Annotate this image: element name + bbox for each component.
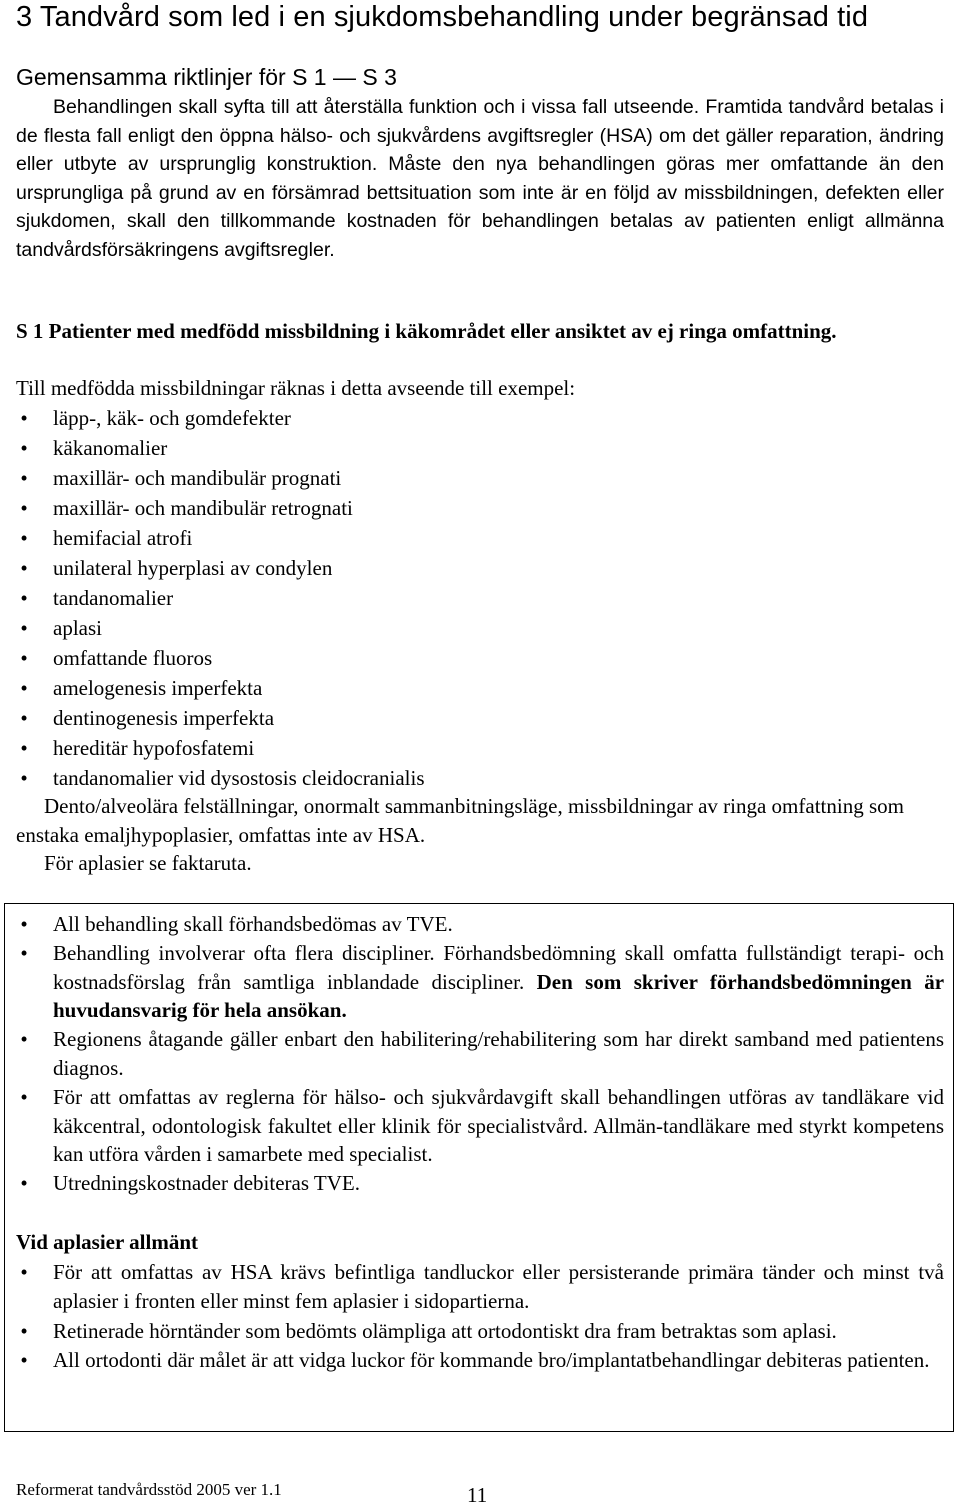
bullet-icon: • <box>20 1027 28 1052</box>
bullet-icon: • <box>20 940 28 965</box>
s1-note-faktaruta: För aplasier se faktaruta. <box>44 851 252 875</box>
bullet-icon: • <box>20 736 28 760</box>
condition-item <box>16 493 916 523</box>
aplasi-list <box>16 1258 944 1376</box>
condition-item <box>16 613 916 643</box>
fact-box-list <box>16 910 944 1198</box>
list-item-text: läpp-, käk- och gomdefekter <box>53 406 291 430</box>
condition-item <box>16 403 916 433</box>
bullet-icon: • <box>20 436 28 460</box>
fact-box-item <box>16 910 944 939</box>
list-item-text: All behandling skall förhandsbedömas av TVE. <box>53 912 453 936</box>
section-title: 3 Tandvård som led i en sjukdomsbehandling under begränsad tid <box>16 1 869 33</box>
list-item-text: Utredningskostnader debiteras TVE. <box>53 1171 360 1196</box>
bullet-icon: • <box>20 676 28 700</box>
list-item-text: tandanomalier <box>53 586 174 610</box>
bullet-icon: • <box>20 556 28 580</box>
s1-heading: S 1 Patienter med medfödd missbildning i käkområdet eller ansiktet av ej ringa omfattning. <box>16 319 837 343</box>
list-item-text: amelogenesis imperfekta <box>53 676 263 700</box>
list-item-text: hereditär hypofosfatemi <box>53 736 255 760</box>
list-item-text: Retinerade hörntänder som bedömts olämpliga att ortodontiskt dra fram betraktas som aplasi. <box>53 1318 837 1343</box>
fact-box-item <box>16 1169 944 1198</box>
list-item-text: käkanomalier <box>53 436 168 460</box>
list-item-text: unilateral hyperplasi av condylen <box>53 556 333 580</box>
bullet-icon: • <box>20 1348 28 1373</box>
bullet-icon: • <box>20 466 28 490</box>
s1-intro: Till medfödda missbildningar räknas i detta avseende till exempel: <box>16 376 576 400</box>
footer-text: Reformerat tandvårdsstöd 2005 ver 1.1 <box>16 1480 282 1499</box>
condition-item <box>16 643 916 673</box>
condition-item <box>16 733 916 763</box>
bullet-icon: • <box>20 646 28 670</box>
aplasi-item <box>16 1346 944 1375</box>
list-item-text: tandanomalier vid dysostosis cleidocranialis <box>53 766 425 790</box>
list-item-text: aplasi <box>53 616 102 640</box>
list-item-text: maxillär- och mandibulär retrognati <box>53 496 353 520</box>
list-item-text: All ortodonti där målet är att vidga luckor för kommande bro/implantatbehandlingar debiteras patienten. <box>53 1348 930 1373</box>
bullet-icon: • <box>20 912 28 936</box>
list-item-text: hemifacial atrofi <box>53 526 193 550</box>
bullet-icon: • <box>20 586 28 610</box>
conditions-list <box>16 403 916 793</box>
condition-item <box>16 763 916 793</box>
condition-item <box>16 553 916 583</box>
condition-item <box>16 523 916 553</box>
fact-box-item <box>16 1083 944 1169</box>
bullet-icon: • <box>20 1260 28 1284</box>
bullet-icon: • <box>20 1084 28 1109</box>
bullet-icon: • <box>20 706 28 730</box>
bullet-icon: • <box>20 496 28 520</box>
list-item-text: omfattande fluoros <box>53 646 213 670</box>
aplasi-item <box>16 1317 944 1346</box>
bullet-icon: • <box>20 1171 28 1196</box>
bullet-icon: • <box>20 766 28 790</box>
bullet-icon: • <box>20 406 28 430</box>
list-item-text: För att omfattas av reglerna för hälso- och sjukvårdavgift skall behandlingen utföras av tandläkare vid käkcentral, odontologisk fakultet eller klinik för specialistvård. Allmän-tandläkare med styrkt kompetens kan utföra vården i samarbete med specialist. <box>53 1084 944 1167</box>
condition-item <box>16 463 916 493</box>
page-number: 11 <box>467 1483 488 1507</box>
fact-box-item <box>16 939 944 1025</box>
condition-item <box>16 433 916 463</box>
bullet-icon: • <box>20 616 28 640</box>
subheading: Gemensamma riktlinjer för S 1 — S 3 <box>16 64 397 90</box>
condition-item <box>16 583 916 613</box>
aplasi-heading: Vid aplasier allmänt <box>16 1230 199 1254</box>
s1-note: Dento/alveolära felställningar, onormalt sammanbitningsläge, missbildningar av ringa omfattning som enstaka emaljhypoplasier, omfattas inte av HSA. <box>16 794 904 847</box>
list-item-text: För att omfattas av HSA krävs befintliga tandluckor eller persisterande primära tänder och minst två aplasier i fronten eller minst fem aplasier i sidopartierna. <box>53 1260 944 1313</box>
condition-item <box>16 673 916 703</box>
condition-item <box>16 703 916 733</box>
bullet-icon: • <box>20 1318 28 1343</box>
bullet-icon: • <box>20 526 28 550</box>
list-item-text: maxillär- och mandibulär prognati <box>53 466 342 490</box>
intro-paragraph: Behandlingen skall syfta till att återställa funktion och i vissa fall utseende. Framtida tandvård betalas i de flesta fall enligt den öppna hälso- och sjukvårdens avgiftsregler (HSA) om det gäller reparation, ändring eller utbyte av ursprunglig konstruktion. Måste den nya behandlingen göras mer omfattande än den ursprungliga på grund av en försämrad bettsituation som inte är en följd av missbildningen, defekten eller sjukdomen, skall den tillkommande kostnaden för behandlingen betalas av patienten enligt allmänna tandvårdsförsäkringens avgiftsregler. <box>16 96 944 261</box>
list-item-emphasis: Den som skriver förhandsbedömningen är huvudansvarig för hela ansökan. <box>53 969 945 1023</box>
fact-box-item <box>16 1025 944 1083</box>
list-item-text: Behandling involverar ofta flera discipliner. Förhandsbedömning skall omfatta fullständigt terapi- och kostnadsförslag från samtliga inblandade discipliner. <box>53 940 944 994</box>
list-item-text: dentinogenesis imperfekta <box>53 706 275 730</box>
aplasi-item <box>16 1258 944 1316</box>
list-item-text: Regionens åtagande gäller enbart den habilitering/rehabilitering som har direkt samband med patientens diagnos. <box>53 1027 944 1080</box>
